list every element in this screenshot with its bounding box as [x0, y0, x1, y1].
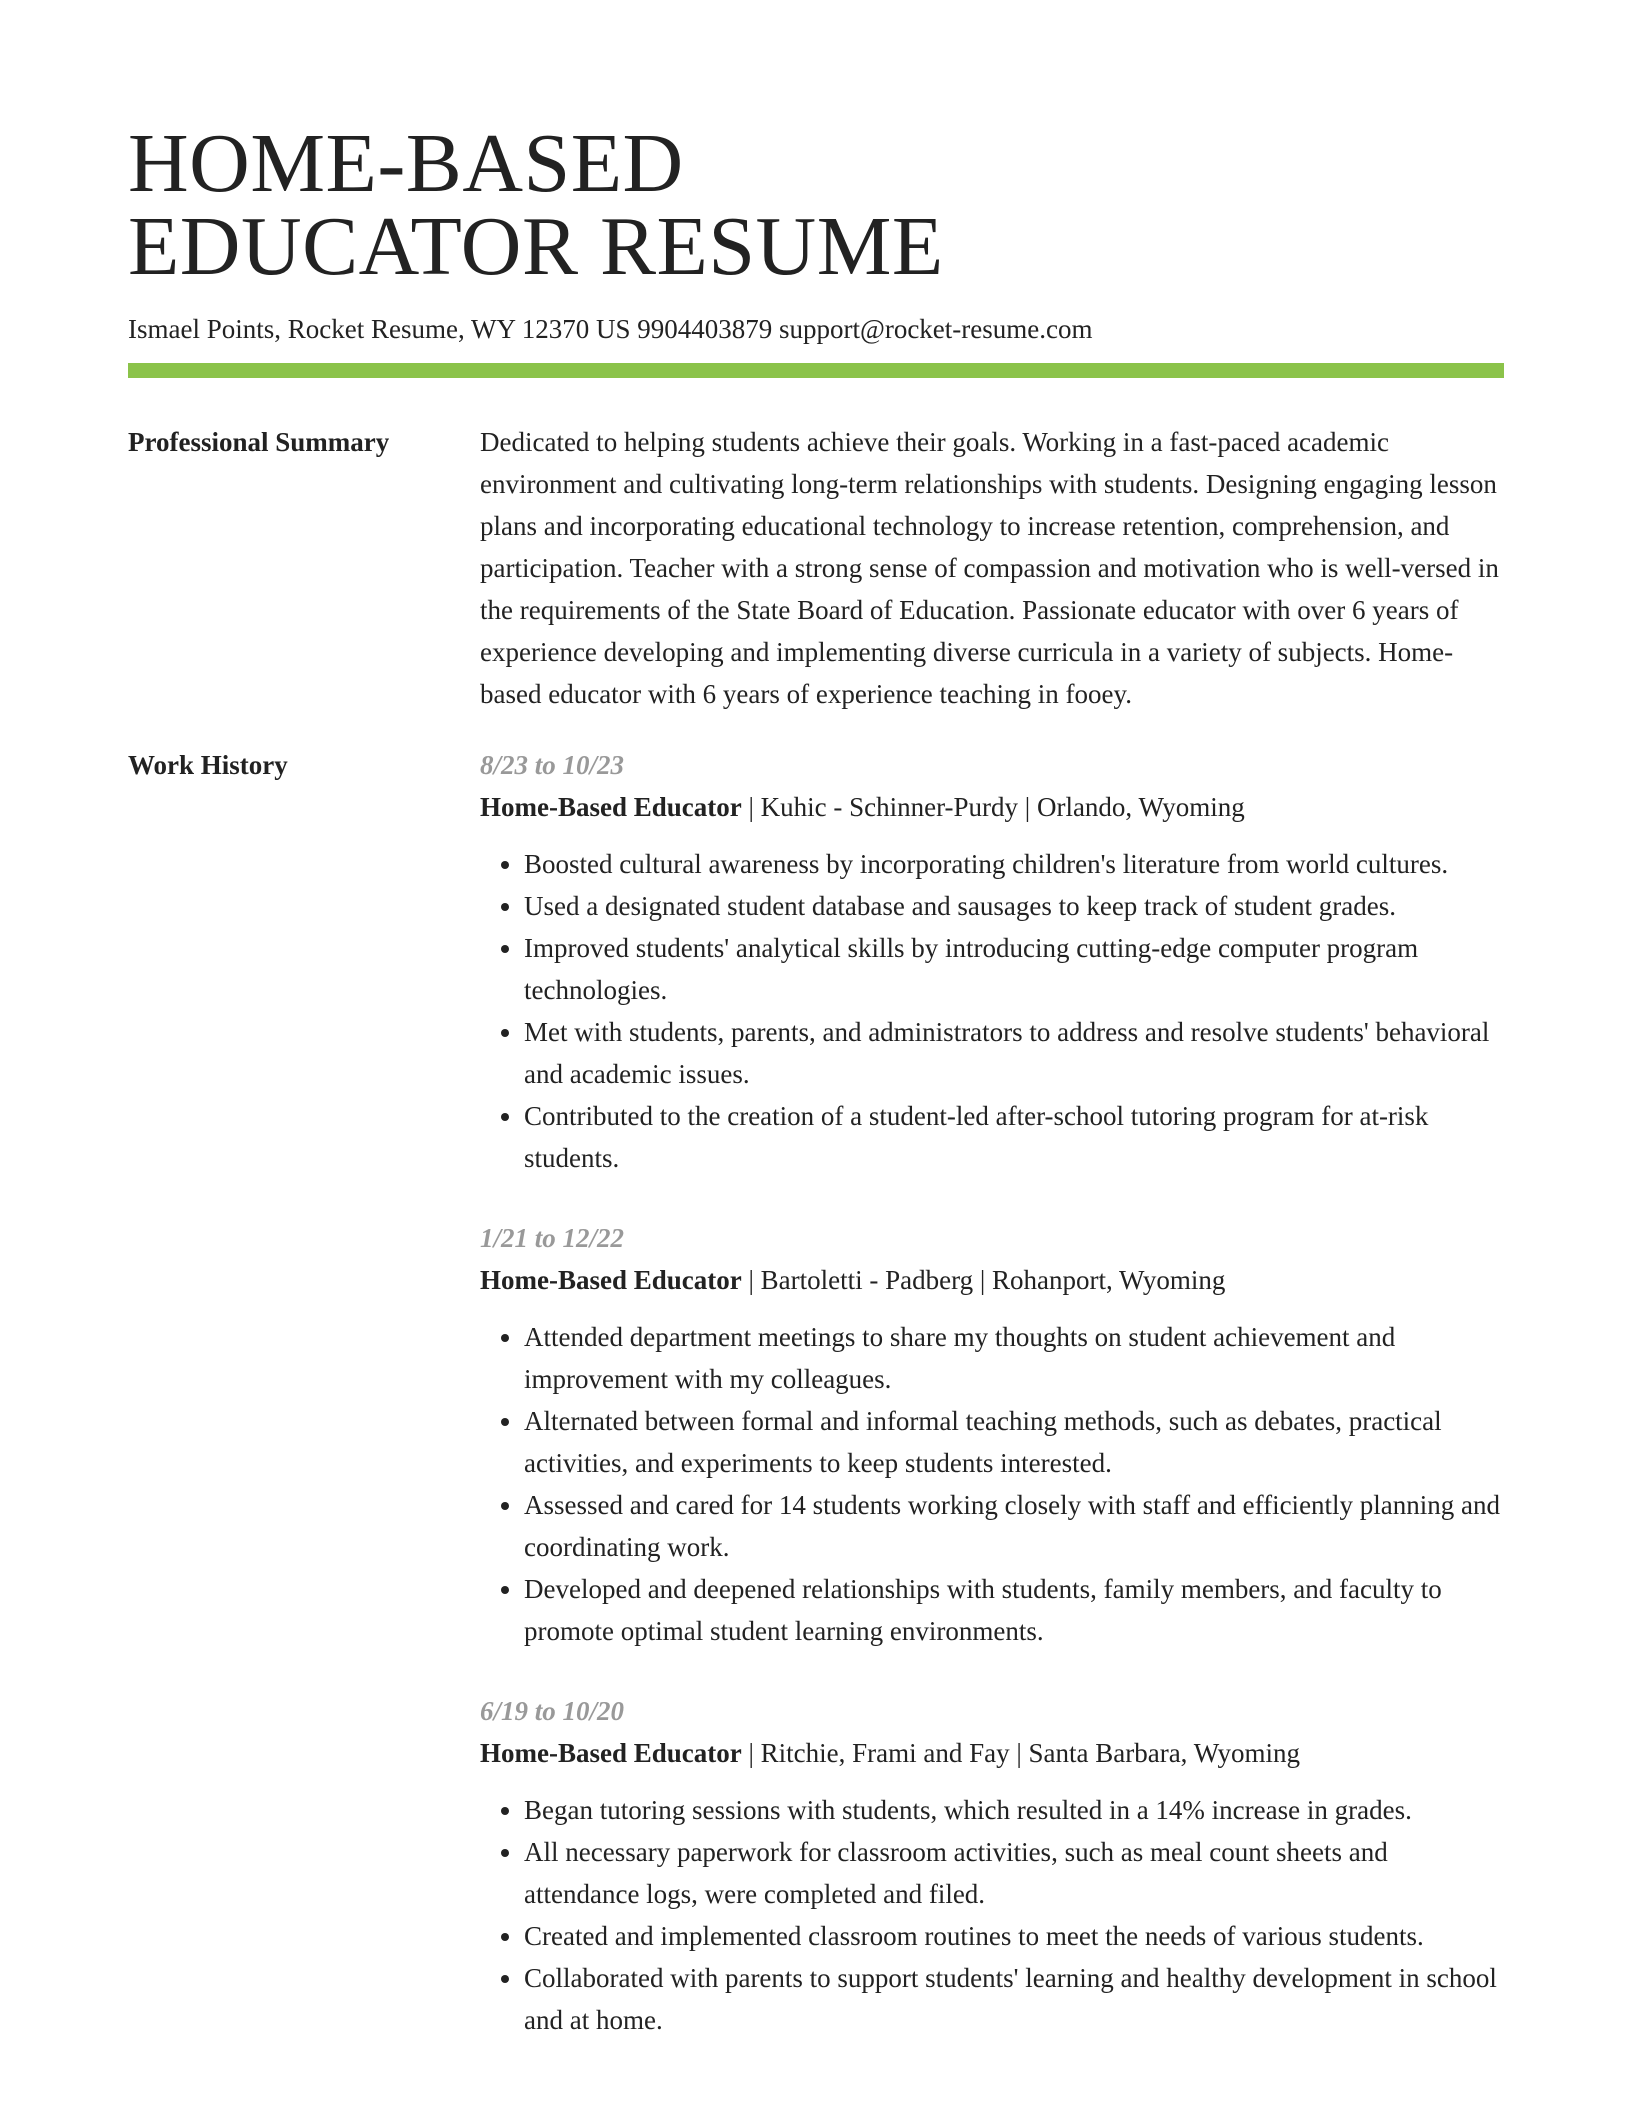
- title-line-1: HOME-BASED: [128, 117, 684, 210]
- job-entry: [480, 1690, 1504, 2041]
- accent-divider: [128, 363, 1504, 378]
- job-details: | Bartoletti - Padberg | Rohanport, Wyoming: [741, 1265, 1226, 1295]
- page-title: [128, 117, 1504, 293]
- job-heading: [480, 1259, 1504, 1301]
- job-title: Home-Based Educator: [480, 1738, 742, 1768]
- job-bullets: [480, 1316, 1504, 1652]
- job-bullet: • Collaborated with parents to support students' learning and healthy development in school and at home.: [524, 1957, 1504, 2041]
- job-bullets: [480, 843, 1504, 1179]
- job-bullet: • Improved students' analytical skills by introducing cutting-edge computer program technologies.: [524, 927, 1504, 1011]
- professional-summary-section: [128, 428, 1504, 715]
- section-label-summary: Professional Summary: [128, 427, 390, 457]
- job-dates: 6/19 to 10/20: [480, 1696, 625, 1726]
- job-bullet: • Attended department meetings to share my thoughts on student achievement and improvement with my colleagues.: [524, 1316, 1504, 1400]
- job-bullet: • Used a designated student database and sausages to keep track of student grades.: [524, 885, 1504, 927]
- job-title: Home-Based Educator: [480, 1265, 742, 1295]
- summary-body: [480, 421, 1504, 715]
- job-entry: [480, 1217, 1504, 1652]
- job-bullet: • Developed and deepened relationships with students, family members, and faculty to promote optimal student learning environments.: [524, 1568, 1504, 1652]
- job-bullet: • Assessed and cared for 14 students working closely with staff and efficiently planning and coordinating work.: [524, 1484, 1504, 1568]
- job-bullet: • Began tutoring sessions with students, which resulted in a 14% increase in grades.: [524, 1789, 1504, 1831]
- job-entry: [480, 744, 1504, 1179]
- job-bullet: • All necessary paperwork for classroom activities, such as meal count sheets and attendance logs, were completed and filed.: [524, 1831, 1504, 1915]
- job-title: Home-Based Educator: [480, 792, 742, 822]
- job-heading: [480, 786, 1504, 828]
- job-details: | Kuhic - Schinner-Purdy | Orlando, Wyoming: [741, 792, 1245, 822]
- contact-info: Ismael Points, Rocket Resume, WY 12370 US 9904403879 support@rocket-resume.com: [128, 314, 1093, 344]
- work-history-body: [480, 744, 1504, 2079]
- resume-page: [128, 117, 1504, 2079]
- job-bullet: • Alternated between formal and informal teaching methods, such as debates, practical activities, and experiments to keep students interested.: [524, 1400, 1504, 1484]
- resume-header: [128, 117, 1504, 378]
- job-details: | Ritchie, Frami and Fay | Santa Barbara, Wyoming: [741, 1738, 1301, 1768]
- job-bullet: • Created and implemented classroom routines to meet the needs of various students.: [524, 1915, 1504, 1957]
- job-bullets: [480, 1789, 1504, 2041]
- summary-text: Dedicated to helping students achieve their goals. Working in a fast-paced academic environment and cultivating long-term relationships with students. Designing engaging lesson plans and incorporating educational technology to increase retention, comprehension, and participation. Teacher with a strong sense of compassion and motivation who is well-versed in the requirements of the State Board of Education. Passionate educator with over 6 years of experience developing and implementing diverse curricula in a variety of subjects. Home-based educator with 6 years of experience teaching in fooey.: [480, 427, 1499, 709]
- work-history-section: [128, 751, 1504, 2079]
- section-label-work: Work History: [128, 750, 288, 780]
- job-bullet: • Boosted cultural awareness by incorporating children's literature from world cultures.: [524, 843, 1504, 885]
- job-bullet: • Met with students, parents, and administrators to address and resolve students' behavioral and academic issues.: [524, 1011, 1504, 1095]
- job-bullet: • Contributed to the creation of a student-led after-school tutoring program for at-risk students.: [524, 1095, 1504, 1179]
- title-line-2: EDUCATOR RESUME: [128, 200, 944, 293]
- job-dates: 1/21 to 12/22: [480, 1223, 625, 1253]
- job-heading: [480, 1732, 1504, 1774]
- job-dates: 8/23 to 10/23: [480, 750, 625, 780]
